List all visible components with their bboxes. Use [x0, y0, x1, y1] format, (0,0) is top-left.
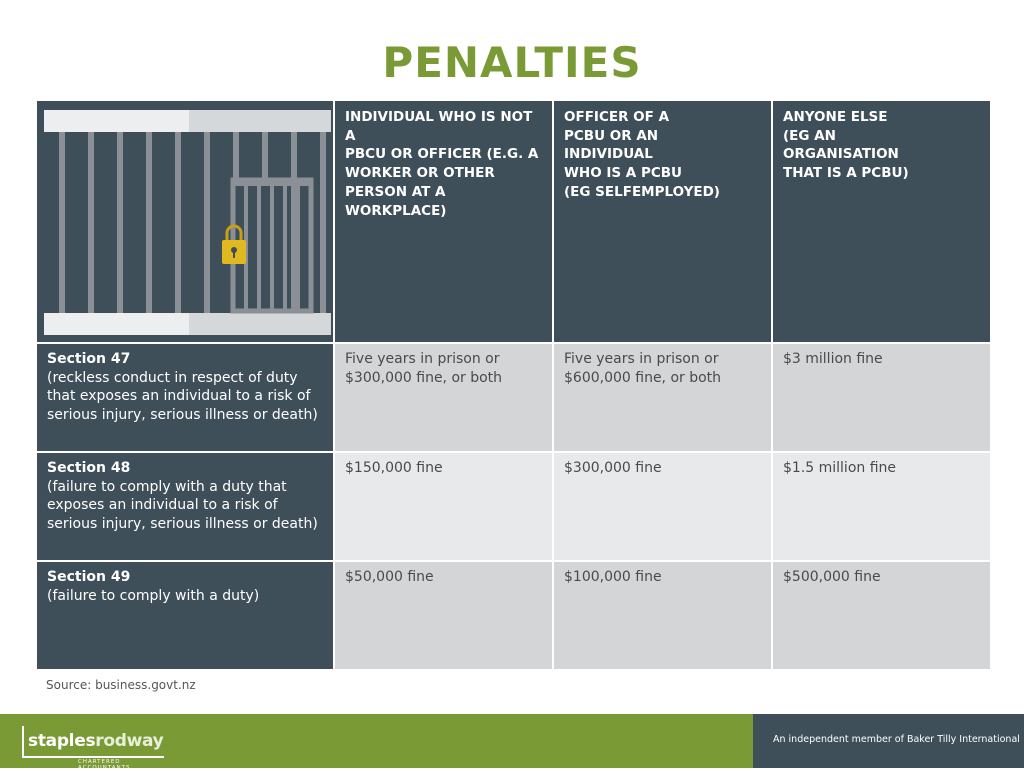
company-logo	[22, 726, 172, 771]
section-description: (failure to comply with a duty)	[47, 587, 260, 604]
jail-cell-lock-icon	[37, 101, 333, 342]
table-cell: $3 million fine	[773, 344, 990, 451]
table-cell: $1.5 million fine	[773, 453, 990, 560]
section-description: (failure to comply with a duty that exposes an individual to a risk of serious injury, serious illness or death)	[47, 478, 318, 532]
logo-wordmark	[28, 731, 163, 751]
table-cell: $100,000 fine	[554, 562, 771, 669]
table-cell: $300,000 fine	[554, 453, 771, 560]
logo-word-1: staples	[28, 731, 96, 751]
penalties-table	[37, 101, 987, 670]
row-label-section-47	[37, 344, 333, 451]
table-cell: $50,000 fine	[335, 562, 552, 669]
table-cell: $500,000 fine	[773, 562, 990, 669]
row-label-section-49	[37, 562, 333, 669]
page-title: PENALTIES	[382, 38, 642, 87]
column-header-individual: INDIVIDUAL WHO IS NOT A PBCU OR OFFICER (E.G. A WORKER OR OTHER PERSON AT A WORKPLACE)	[335, 101, 552, 342]
footer-tagline: An independent member of Baker Tilly International	[773, 734, 1020, 745]
footer-green-panel	[0, 714, 753, 771]
footer-dark-panel	[753, 714, 1024, 768]
section-title: Section 47	[47, 351, 131, 367]
column-header-officer: OFFICER OF A PCBU OR AN INDIVIDUAL WHO IS A PCBU (EG SELFEMPLOYED)	[554, 101, 771, 342]
table-cell: $150,000 fine	[335, 453, 552, 560]
section-title: Section 48	[47, 460, 131, 476]
section-description: (reckless conduct in respect of duty that exposes an individual to a risk of serious injury, serious illness or death)	[47, 369, 318, 423]
footer-bar	[0, 714, 1024, 771]
section-title: Section 49	[47, 569, 131, 585]
table-cell: Five years in prison or $300,000 fine, or both	[335, 344, 552, 451]
jail-cell-image	[37, 101, 333, 342]
logo-subtitle: CHARTERED ACCOUNTANTS	[78, 759, 131, 771]
table-cell: Five years in prison or $600,000 fine, or both	[554, 344, 771, 451]
column-header-anyone-else: ANYONE ELSE (EG AN ORGANISATION THAT IS A PCBU)	[773, 101, 990, 342]
source-note: Source: business.govt.nz	[46, 678, 196, 692]
logo-word-2: rodway	[95, 731, 164, 751]
row-label-section-48	[37, 453, 333, 560]
